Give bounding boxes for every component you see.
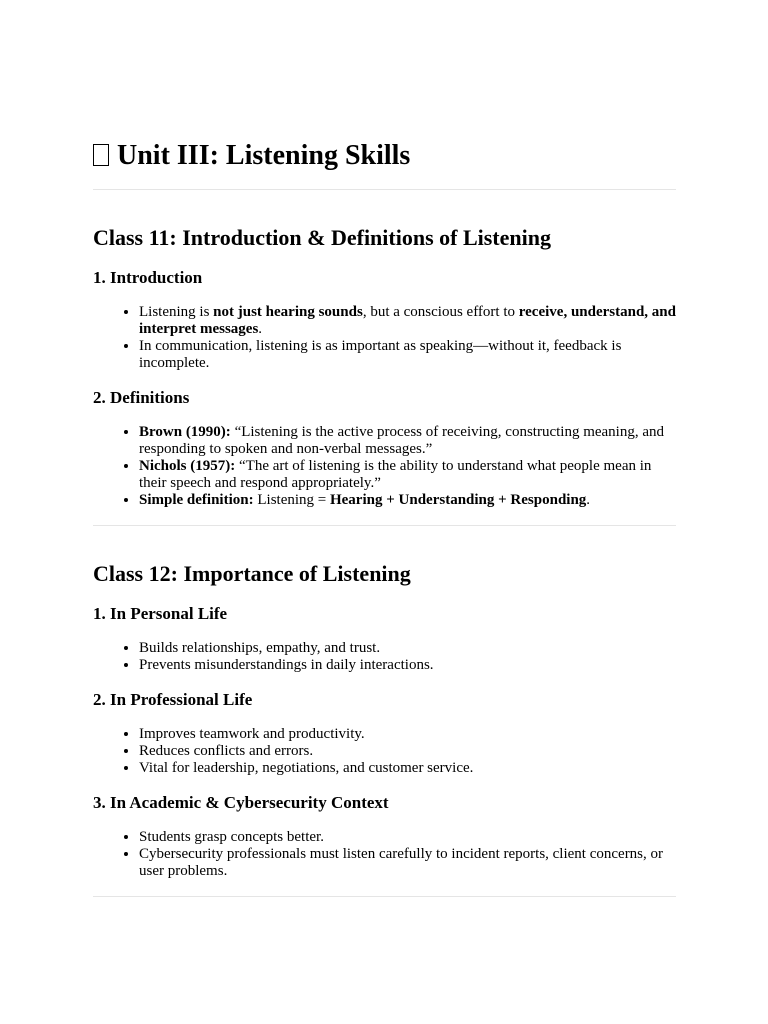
list-item: • Builds relationships, empathy, and trust. [139, 640, 676, 657]
academic-heading: 3. In Academic & Cybersecurity Context [93, 793, 389, 812]
professional-list [93, 726, 676, 777]
class12-heading: Class 12: Importance of Listening [93, 561, 411, 586]
title-divider [93, 189, 676, 190]
intro-heading: 1. Introduction [93, 268, 203, 287]
list-item: • Simple definition: Listening = Hearing + Understanding + Responding. [139, 492, 676, 509]
definitions-list [93, 424, 676, 509]
professional-heading: 2. In Professional Life [93, 690, 253, 709]
list-item: • Improves teamwork and productivity. [139, 726, 676, 743]
list-item: • Prevents misunderstandings in daily interactions. [139, 657, 676, 674]
list-item: • Cybersecurity professionals must listen carefully to incident reports, client concerns, or user problems. [139, 846, 676, 880]
intro-list [93, 304, 676, 372]
page-title [93, 138, 676, 174]
list-item: • Listening is not just hearing sounds, but a conscious effort to receive, understand, and interpret messages. [139, 304, 676, 338]
section-divider [93, 525, 676, 526]
list-item: • Students grasp concepts better. [139, 829, 676, 846]
book-icon [93, 144, 109, 166]
list-item: • Reduces conflicts and errors. [139, 743, 676, 760]
page-title-text: Unit III: Listening Skills [117, 140, 411, 171]
list-item: • Nichols (1957): “The art of listening is the ability to understand what people mean in their speech and respond appropriately.” [139, 458, 676, 492]
personal-heading: 1. In Personal Life [93, 604, 228, 623]
list-item: • Vital for leadership, negotiations, and customer service. [139, 760, 676, 777]
personal-list [93, 640, 676, 674]
document-content [93, 138, 676, 897]
list-item: • In communication, listening is as important as speaking—without it, feedback is incomplete. [139, 338, 676, 372]
class11-heading: Class 11: Introduction & Definitions of Listening [93, 225, 551, 250]
definitions-heading: 2. Definitions [93, 388, 190, 407]
academic-list [93, 829, 676, 880]
list-item: • Brown (1990): “Listening is the active process of receiving, constructing meaning, and responding to spoken and non-verbal messages.” [139, 424, 676, 458]
end-divider [93, 896, 676, 897]
